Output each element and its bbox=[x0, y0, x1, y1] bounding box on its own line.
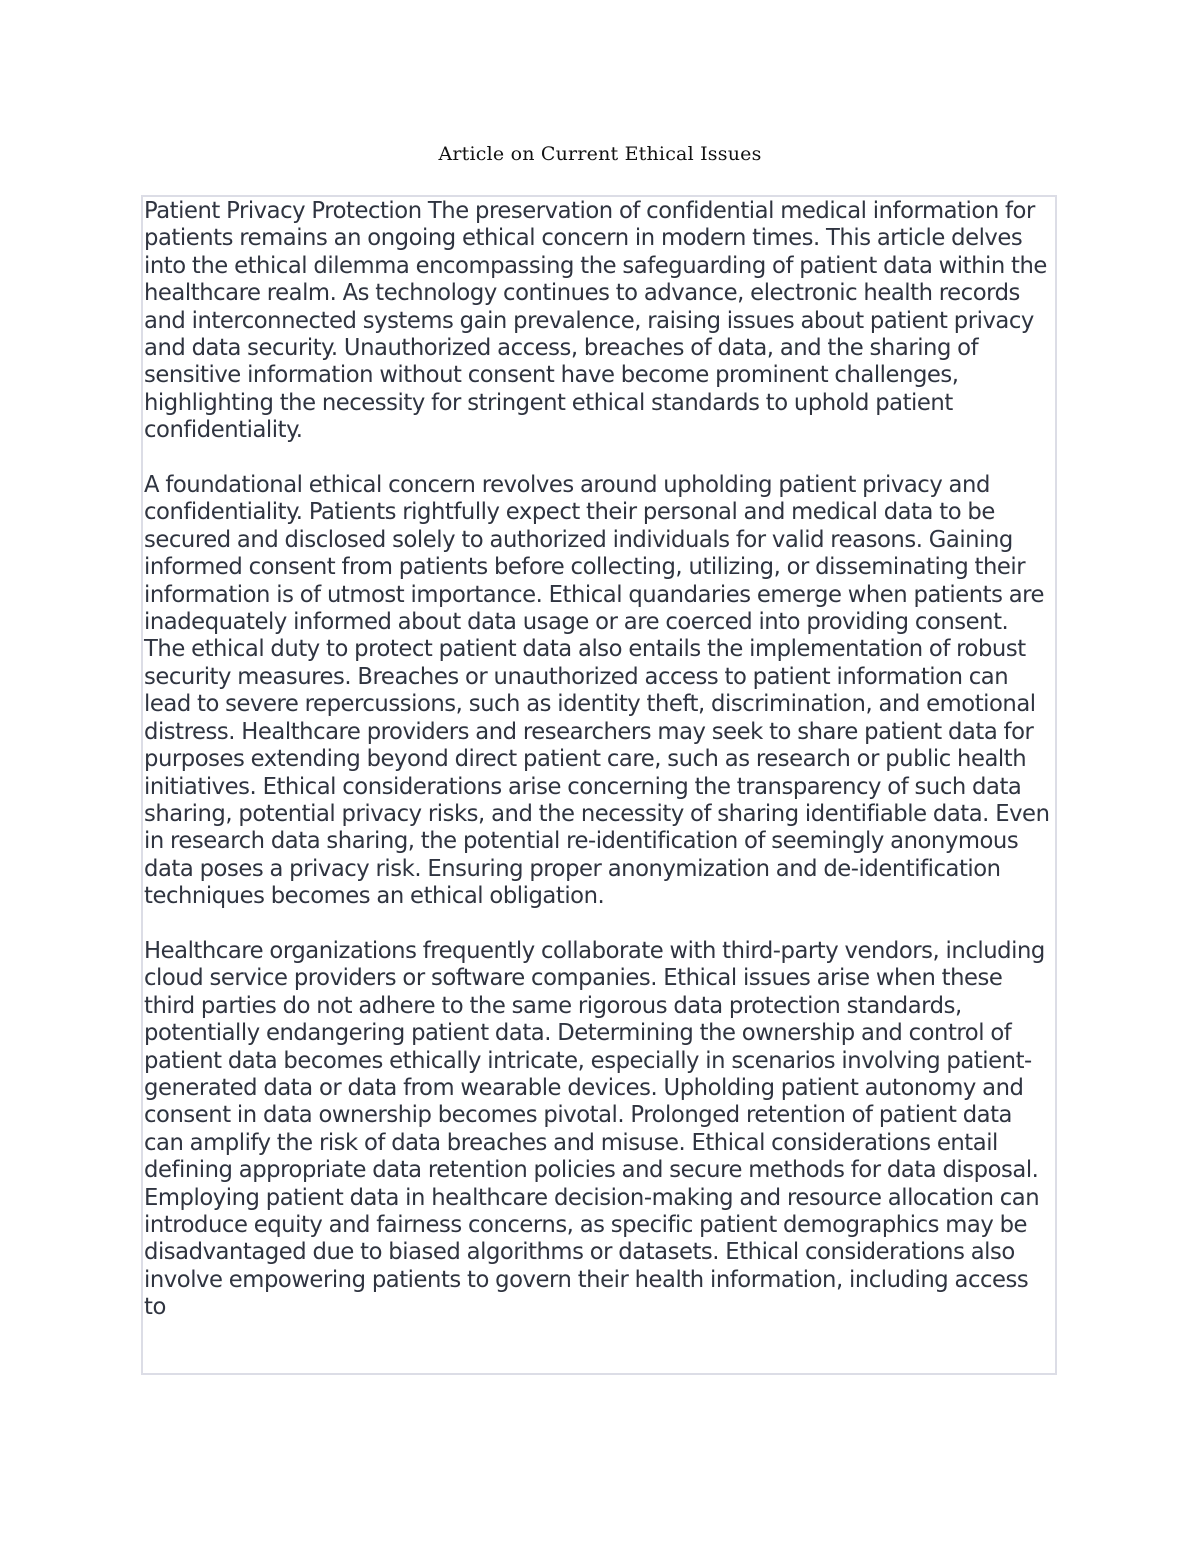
paragraph-3: Healthcare organizations frequently collaborate with third-party vendors, including cloud service providers or software companies. Ethical issues arise when these third parties do not adhere to the same rigorous data protection standards, potentially endangering patient data. Determining the ownership and control of patient data becomes ethically intricate, especially in scenarios involving patient-generated data or data from wearable devices. Upholding patient autonomy and consent in data ownership becomes pivotal. Prolonged retention of patient data can amplify the risk of data breaches and misuse. Ethical considerations entail defining appropriate data retention policies and secure methods for data disposal. Employing patient data in healthcare decision-making and resource allocation can introduce equity and fairness concerns, as specific patient demographics may be disadvantaged due to biased algorithms or datasets. Ethical considerations also involve empowering patients to govern their health information, including access to bbox=[144, 937, 1045, 1321]
paragraph-2: A foundational ethical concern revolves around upholding patient privacy and confidentiality. Patients rightfully expect their personal and medical data to be secured and disclosed solely to authorized individuals for valid reasons. Gaining informed consent from patients before collecting, utilizing, or disseminating their information is of utmost importance. Ethical quandaries emerge when patients are inadequately informed about data usage or are coerced into providing consent. The ethical duty to protect patient data also entails the implementation of robust security measures. Breaches or unauthorized access to patient information can lead to severe repercussions, such as identity theft, discrimination, and emotional distress. Healthcare providers and researchers may seek to share patient data for purposes extending beyond direct patient care, such as research or public health initiatives. Ethical considerations arise concerning the transparency of such data sharing, potential privacy risks, and the necessity of sharing identifiable data. Even in research data sharing, the potential re-identification of seemingly anonymous data poses a privacy risk. Ensuring proper anonymization and de-identification techniques becomes an ethical obligation. bbox=[144, 472, 1050, 910]
document-title: Article on Current Ethical Issues bbox=[438, 143, 762, 165]
paragraph-1: Patient Privacy Protection The preservation of confidential medical information for patients remains an ongoing ethical concern in modern times. This article delves into the ethical dilemma encompassing the safeguarding of patient data within the healthcare realm. As technology continues to advance, electronic health records and interconnected systems gain prevalence, raising issues about patient privacy and data security. Unauthorized access, breaches of data, and the sharing of sensitive information without consent have become prominent challenges, highlighting the necessity for stringent ethical standards to uphold patient confidentiality. bbox=[144, 198, 1047, 444]
article-text-box bbox=[141, 195, 1057, 1375]
